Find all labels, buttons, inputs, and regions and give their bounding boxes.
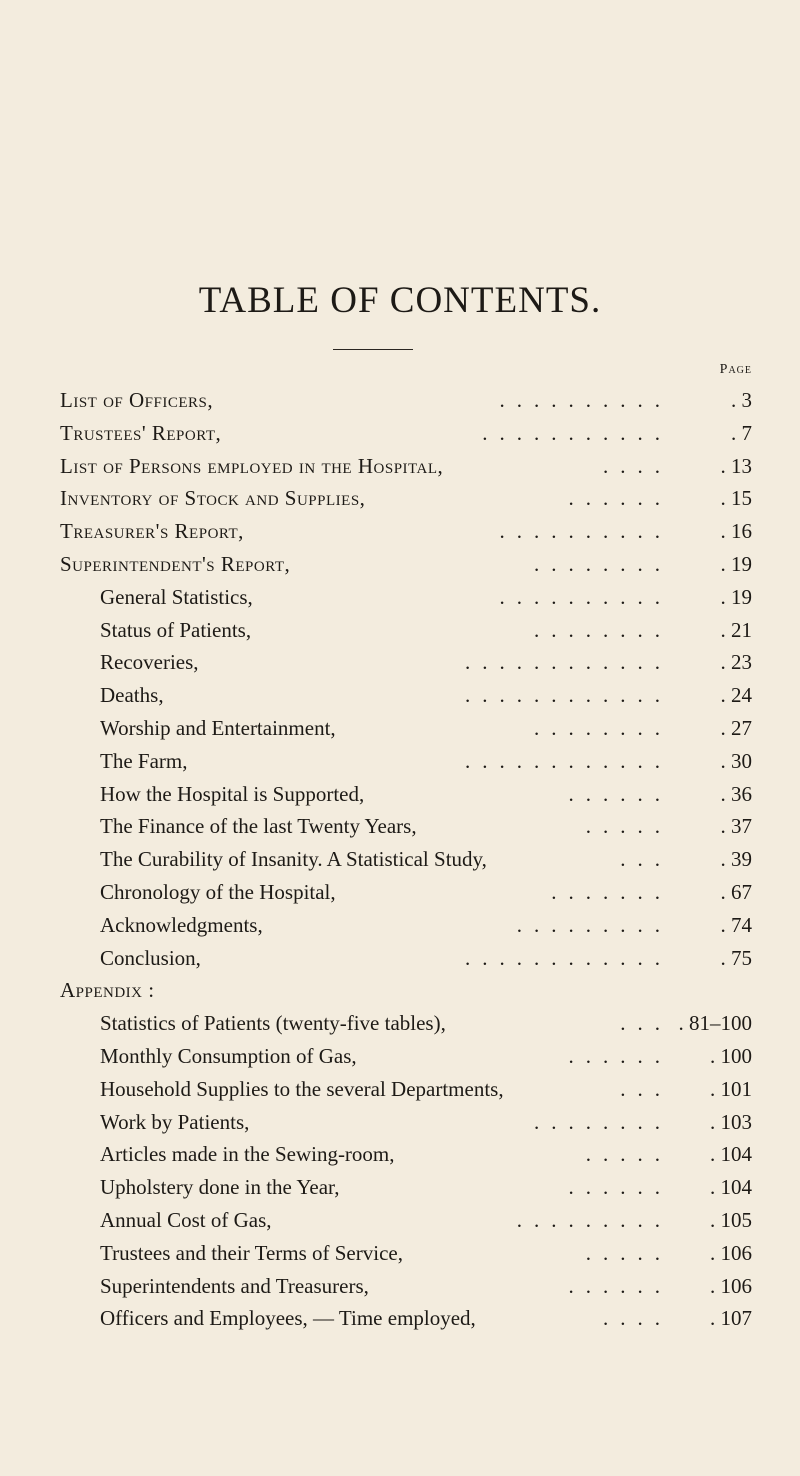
toc-entry-page: . 104 xyxy=(710,1142,752,1167)
dot-leader: ............ xyxy=(465,683,672,708)
toc-entry-label: Inventory of Stock and Supplies, xyxy=(60,486,366,511)
toc-entry-page: . 106 xyxy=(710,1273,752,1298)
toc-entry-page: . 7 xyxy=(731,420,752,445)
toc-entry-label: List of Persons employed in the Hospital, xyxy=(60,453,444,478)
dot-leader: ...... xyxy=(568,486,672,511)
toc-entry-label: Annual Cost of Gas, xyxy=(100,1207,272,1232)
toc-entry-page: . 24 xyxy=(720,683,752,708)
dot-leader: ..... xyxy=(585,1142,672,1167)
toc-entry-label: How the Hospital is Supported, xyxy=(100,781,365,806)
toc-entry xyxy=(60,482,752,515)
page-title: TABLE OF CONTENTS. xyxy=(198,279,602,321)
toc-entry-page: . 27 xyxy=(720,715,752,740)
toc-entry-label: Acknowledgments, xyxy=(100,912,263,937)
toc-entry xyxy=(60,843,752,876)
toc-entry-label: Work by Patients, xyxy=(100,1109,250,1134)
toc-entry xyxy=(60,1106,752,1139)
toc-entry xyxy=(60,810,752,843)
dot-leader: .......... xyxy=(499,388,672,412)
dot-leader: ...... xyxy=(568,1043,672,1068)
toc-entry xyxy=(60,1040,752,1073)
toc-entry xyxy=(60,1237,752,1270)
toc-entry-page: . 107 xyxy=(710,1306,752,1331)
toc-entry-page: . 100 xyxy=(710,1043,752,1068)
dot-leader: ........ xyxy=(534,551,672,576)
dot-leader: ...... xyxy=(568,1273,672,1298)
toc-entry-page: . 74 xyxy=(720,912,752,937)
toc-entry-page: . 36 xyxy=(720,781,752,806)
dot-leader: ......... xyxy=(516,912,672,937)
toc-entry xyxy=(60,384,752,417)
toc-entry-page: . 21 xyxy=(720,617,752,642)
toc-entry-label: Superintendent's Report, xyxy=(60,551,291,576)
toc-entry-page: . 106 xyxy=(710,1240,752,1265)
toc-entry xyxy=(60,646,752,679)
toc-entry-label: The Curability of Insanity. A Statistical Study, xyxy=(100,847,487,872)
toc-entry-page: . 75 xyxy=(720,945,752,970)
toc-entry-page: . 105 xyxy=(710,1207,752,1232)
dot-leader: .......... xyxy=(499,584,672,609)
dot-leader: ...... xyxy=(568,1175,672,1200)
dot-leader: ... xyxy=(620,1076,672,1101)
toc-entry-label: Deaths, xyxy=(100,683,164,708)
toc-entry xyxy=(60,745,752,778)
dot-leader: ...... xyxy=(568,781,672,806)
dot-leader: ....... xyxy=(551,879,672,904)
toc-entry-label: Conclusion, xyxy=(100,945,201,970)
toc-entry-label: Articles made in the Sewing-room, xyxy=(100,1142,395,1167)
toc-entry xyxy=(60,614,752,647)
toc-entry xyxy=(60,548,752,581)
dot-leader: ........ xyxy=(534,617,672,642)
dot-leader: ............ xyxy=(465,650,672,675)
toc-entry-page: . 81–100 xyxy=(678,1011,752,1036)
dot-leader: ..... xyxy=(585,1240,672,1265)
toc-entry-page: . 3 xyxy=(731,388,752,412)
toc-entry-label: Chronology of the Hospital, xyxy=(100,879,336,904)
toc-entry xyxy=(60,1204,752,1237)
toc-entry-label: Superintendents and Treasurers, xyxy=(100,1273,369,1298)
dot-leader: ........... xyxy=(482,420,672,445)
toc-entry xyxy=(60,778,752,811)
toc-entry xyxy=(60,942,752,975)
toc-entry-page: . 19 xyxy=(720,584,752,609)
toc-entry xyxy=(60,1007,752,1040)
toc-entry-page: . 16 xyxy=(720,519,752,544)
toc-entry-label: General Statistics, xyxy=(100,584,253,609)
title-rule xyxy=(333,349,413,350)
toc-entry-label: Appendix : xyxy=(60,978,155,1003)
toc-entry xyxy=(60,1270,752,1303)
toc-entry xyxy=(60,515,752,548)
toc-entry-label: Trustees' Report, xyxy=(60,420,222,445)
toc-entry-label: Statistics of Patients (twenty-five tables), xyxy=(100,1011,446,1036)
toc-entry xyxy=(60,1073,752,1106)
toc-entry xyxy=(60,712,752,745)
toc-entry-page: . 23 xyxy=(720,650,752,675)
toc-entry-page: . 19 xyxy=(720,551,752,576)
toc-entry-page: . 101 xyxy=(710,1076,752,1101)
toc-entry xyxy=(60,1302,752,1335)
page-column-heading: Page xyxy=(719,362,752,377)
toc-entry xyxy=(60,581,752,614)
dot-leader: ............ xyxy=(465,945,672,970)
toc-entry-label: The Finance of the last Twenty Years, xyxy=(100,814,417,839)
dot-leader: ........ xyxy=(534,1109,672,1134)
toc-entry-page: . 37 xyxy=(720,814,752,839)
toc-entry xyxy=(60,1171,752,1204)
dot-leader: ... xyxy=(620,847,672,872)
toc-entry-label: Monthly Consumption of Gas, xyxy=(100,1043,357,1068)
toc-entry xyxy=(60,974,752,1007)
dot-leader: ............ xyxy=(465,748,672,773)
toc-entry xyxy=(60,417,752,450)
toc-entry-label: Recoveries, xyxy=(100,650,199,675)
toc-entry-label: The Farm, xyxy=(100,748,188,773)
toc-entry-label: Treasurer's Report, xyxy=(60,519,244,544)
toc-entry xyxy=(60,450,752,483)
toc-entry-page: . 15 xyxy=(720,486,752,511)
toc-entry-label: Officers and Employees, — Time employed, xyxy=(100,1306,476,1331)
toc-entry-page: . 67 xyxy=(720,879,752,904)
toc-entry-page: . 13 xyxy=(720,453,752,478)
toc-entry-label: Upholstery done in the Year, xyxy=(100,1175,340,1200)
toc-entry-label: Household Supplies to the several Departments, xyxy=(100,1076,504,1101)
dot-leader: .... xyxy=(603,1306,672,1331)
dot-leader: .... xyxy=(603,453,672,478)
toc-entry xyxy=(60,1138,752,1171)
toc-entry-label: Trustees and their Terms of Service, xyxy=(100,1240,403,1265)
dot-leader: ..... xyxy=(585,814,672,839)
dot-leader: ... xyxy=(620,1011,672,1036)
toc-entry-page: . 30 xyxy=(720,748,752,773)
dot-leader: ........ xyxy=(534,715,672,740)
toc-entry-label: List of Officers, xyxy=(60,388,214,412)
dot-leader: ......... xyxy=(516,1207,672,1232)
toc-entry-label: Worship and Entertainment, xyxy=(100,715,336,740)
dot-leader: .......... xyxy=(499,519,672,544)
toc-entry xyxy=(60,909,752,942)
toc-entry-page: . 103 xyxy=(710,1109,752,1134)
toc-entry xyxy=(60,876,752,909)
table-of-contents xyxy=(60,384,752,1335)
toc-entry-page: . 39 xyxy=(720,847,752,872)
toc-entry xyxy=(60,679,752,712)
toc-entry-page: . 104 xyxy=(710,1175,752,1200)
toc-entry-label: Status of Patients, xyxy=(100,617,252,642)
